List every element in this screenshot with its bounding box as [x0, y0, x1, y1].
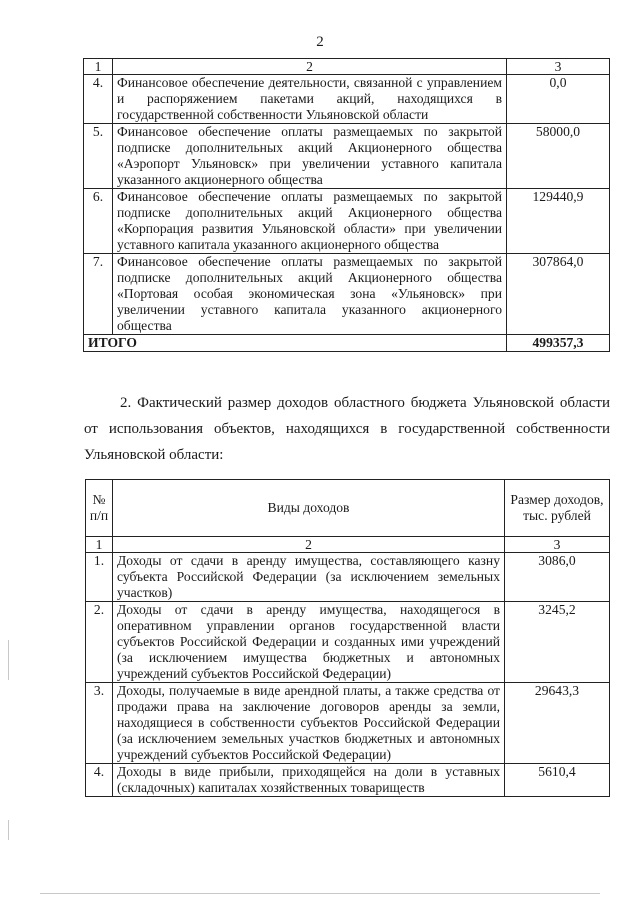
- row-value: 129440,9: [507, 189, 610, 254]
- table-row: [84, 254, 610, 335]
- table-row: [86, 553, 610, 602]
- table-row: [84, 124, 610, 189]
- scan-edge-mark: [8, 820, 9, 840]
- table-row: [86, 764, 610, 797]
- income-table: [85, 479, 610, 797]
- row-number: 4.: [86, 764, 113, 797]
- total-value: 499357,3: [507, 335, 610, 352]
- header-col-1: 1: [86, 537, 113, 553]
- head-number: № п/п: [86, 480, 113, 537]
- total-label: ИТОГО: [84, 335, 507, 352]
- row-number: 4.: [84, 75, 113, 124]
- table-header-row: [84, 59, 610, 75]
- row-description: Финансовое обеспечение оплаты размещаемых по закрытой подписке дополнительных акций Акционерного общества «Корпорация развития Ульяновской области» при увеличении уставного капитала указанного акционерного общества: [113, 189, 507, 254]
- table-row: [86, 602, 610, 683]
- row-value: 307864,0: [507, 254, 610, 335]
- total-row: [84, 335, 610, 352]
- scan-bottom-artifact: [40, 893, 600, 894]
- row-number: 2.: [86, 602, 113, 683]
- row-description: Доходы, получаемые в виде арендной платы, а также средства от продажи права на заключение договоров аренды за земли, находящиеся в собственности субъектов Российской Федерации (за исключением земельных участков бюджетных и автономных учреждений субъектов Российской Федерации): [113, 683, 505, 764]
- scan-edge-mark: [8, 640, 9, 680]
- row-number: 6.: [84, 189, 113, 254]
- row-description: Финансовое обеспечение оплаты размещаемых по закрытой подписке дополнительных акций Акционерного общества «Портовая особая экономическая зона «Ульяновск» при увеличении уставного капитала указанного акционерного общества: [113, 254, 507, 335]
- header-col-1: 1: [84, 59, 113, 75]
- row-number: 7.: [84, 254, 113, 335]
- head-value: Размер доходов, тыс. рублей: [505, 480, 610, 537]
- table-head-row: [86, 480, 610, 537]
- row-number: 3.: [86, 683, 113, 764]
- row-description: Доходы от сдачи в аренду имущества, составляющего казну субъекта Российской Федерации (за исключением земельных участков): [113, 553, 505, 602]
- row-value: 3086,0: [505, 553, 610, 602]
- row-number: 1.: [86, 553, 113, 602]
- row-value: 0,0: [507, 75, 610, 124]
- row-description: Финансовое обеспечение оплаты размещаемых по закрытой подписке дополнительных акций Акционерного общества «Аэропорт Ульяновск» при увеличении уставного капитала указанного акционерного общества: [113, 124, 507, 189]
- header-col-2: 2: [113, 59, 507, 75]
- paragraph-text: 2. Фактический размер доходов областного бюджета Ульяновской области от использования объектов, находящихся в государственной собственности Ульяновской области:: [84, 395, 610, 463]
- row-value: 29643,3: [505, 683, 610, 764]
- row-description: Финансовое обеспечение деятельности, связанной с управлением и распоряжением пакетами акций, находящихся в государственной собственности Ульяновской области: [113, 75, 507, 124]
- income-paragraph: [84, 390, 610, 468]
- table-header-row: [86, 537, 610, 553]
- row-description: Доходы в виде прибыли, приходящейся на доли в уставных (складочных) капиталах хозяйственных товариществ: [113, 764, 505, 797]
- header-col-3: 3: [507, 59, 610, 75]
- row-value: 58000,0: [507, 124, 610, 189]
- table-row: [84, 189, 610, 254]
- header-col-3: 3: [505, 537, 610, 553]
- table-row: [84, 75, 610, 124]
- head-description: Виды доходов: [113, 480, 505, 537]
- table-row: [86, 683, 610, 764]
- page-number: 2: [316, 34, 324, 50]
- row-description: Доходы от сдачи в аренду имущества, находящегося в оперативном управлении органов государственной власти субъектов Российской Федерации и созданных ими учреждений (за исключением имущества бюджетных и автономных учреждений субъектов Российской Федерации): [113, 602, 505, 683]
- row-value: 5610,4: [505, 764, 610, 797]
- header-col-2: 2: [113, 537, 505, 553]
- financing-table: [83, 58, 610, 352]
- row-number: 5.: [84, 124, 113, 189]
- row-value: 3245,2: [505, 602, 610, 683]
